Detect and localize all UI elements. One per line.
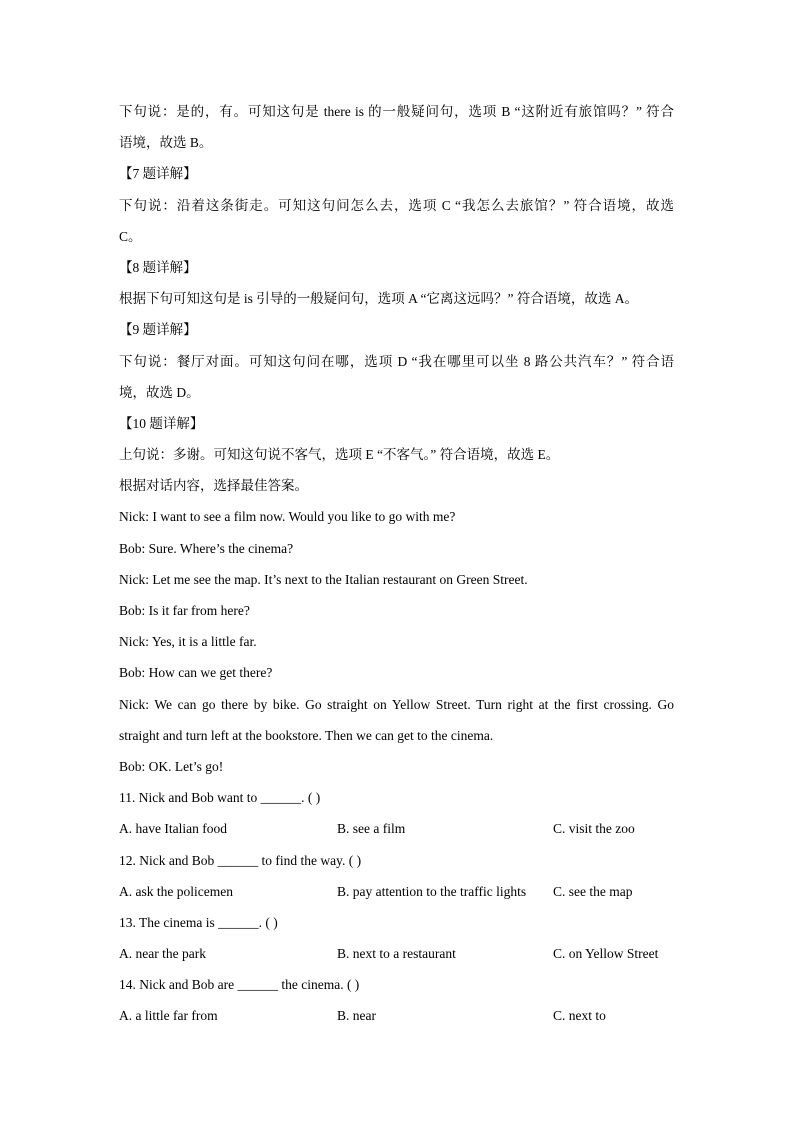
option-c: C. see the map	[553, 883, 633, 899]
document-page	[119, 96, 674, 1032]
question-12-options	[119, 876, 674, 907]
question-13-options	[119, 938, 674, 969]
question-13-stem: 13. The cinema is ______. ( )	[119, 914, 278, 930]
dialogue-line: Nick: Let me see the map. It’s next to the Italian restaurant on Green Street.	[119, 571, 528, 587]
option-b: B. see a film	[337, 821, 406, 837]
dialogue-line: Nick: Yes, it is a little far.	[119, 634, 257, 650]
option-a: A. ask the policemen	[119, 883, 233, 899]
q9-heading: 【9 题详解】	[119, 322, 197, 338]
dialogue-line: Bob: Is it far from here?	[119, 603, 250, 618]
analysis-q7-line2: C。	[119, 228, 142, 244]
q8-heading: 【8 题详解】	[119, 259, 197, 275]
dialogue-line: straight and turn left at the bookstore. Then we can get to the cinema.	[119, 727, 494, 743]
option-a: A. have Italian food	[119, 821, 227, 837]
question-12-stem: 12. Nick and Bob ______ to find the way. ( )	[119, 852, 362, 868]
question-11-stem: 11. Nick and Bob want to ______. ( )	[119, 790, 321, 806]
option-c: C. on Yellow Street	[553, 946, 659, 962]
dialogue-line: Nick: We can go there by bike. Go straight on Yellow Street. Turn right at the first crossing. Go	[119, 696, 674, 712]
q10-heading: 【10 题详解】	[119, 415, 204, 431]
option-a: A. a little far from	[119, 1008, 218, 1024]
analysis-q10-line1: 上句说：多谢。可知这句说不客气，选项 E “不客气。” 符合语境，故选 E。	[119, 447, 560, 463]
option-a: A. near the park	[119, 946, 206, 962]
option-b: B. pay attention to the traffic lights	[337, 883, 527, 899]
question-11-options	[119, 813, 674, 844]
instruction: 根据对话内容，选择最佳答案。	[119, 478, 308, 494]
option-b: B. next to a restaurant	[337, 946, 456, 962]
dialogue-line: Bob: OK. Let’s go!	[119, 758, 224, 774]
analysis-q9-line1: 下句说：餐厅对面。可知这句问在哪，选项 D “我在哪里可以坐 8 路公共汽车？” 符合语	[119, 353, 674, 369]
dialogue-line: Nick: I want to see a film now. Would you like to go with me?	[119, 509, 456, 525]
dialogue-line: Bob: Sure. Where’s the cinema?	[119, 540, 294, 556]
option-c: C. next to	[553, 1008, 606, 1024]
analysis-q7-line1: 下句说：沿着这条街走。可知这句问怎么去，选项 C “我怎么去旅馆？” 符合语境，故选	[119, 197, 674, 213]
question-14-stem: 14. Nick and Bob are ______ the cinema. ( )	[119, 977, 360, 993]
question-14-options	[119, 1000, 674, 1031]
option-c: C. visit the zoo	[553, 821, 635, 837]
dialogue-line: Bob: How can we get there?	[119, 665, 273, 681]
analysis-q6-line2: 语境，故选 B。	[119, 135, 213, 151]
analysis-q9-line2: 境，故选 D。	[119, 384, 200, 400]
analysis-q8-line1: 根据下句可知这句是 is 引导的一般疑问句，选项 A “它离这远吗？” 符合语境，故选 A。	[119, 291, 638, 307]
option-b: B. near	[337, 1008, 376, 1024]
q7-heading: 【7 题详解】	[119, 166, 197, 182]
analysis-q6-line1: 下句说：是的，有。可知这句是 there is 的一般疑问句，选项 B “这附近有旅馆吗？” 符合	[119, 104, 674, 119]
